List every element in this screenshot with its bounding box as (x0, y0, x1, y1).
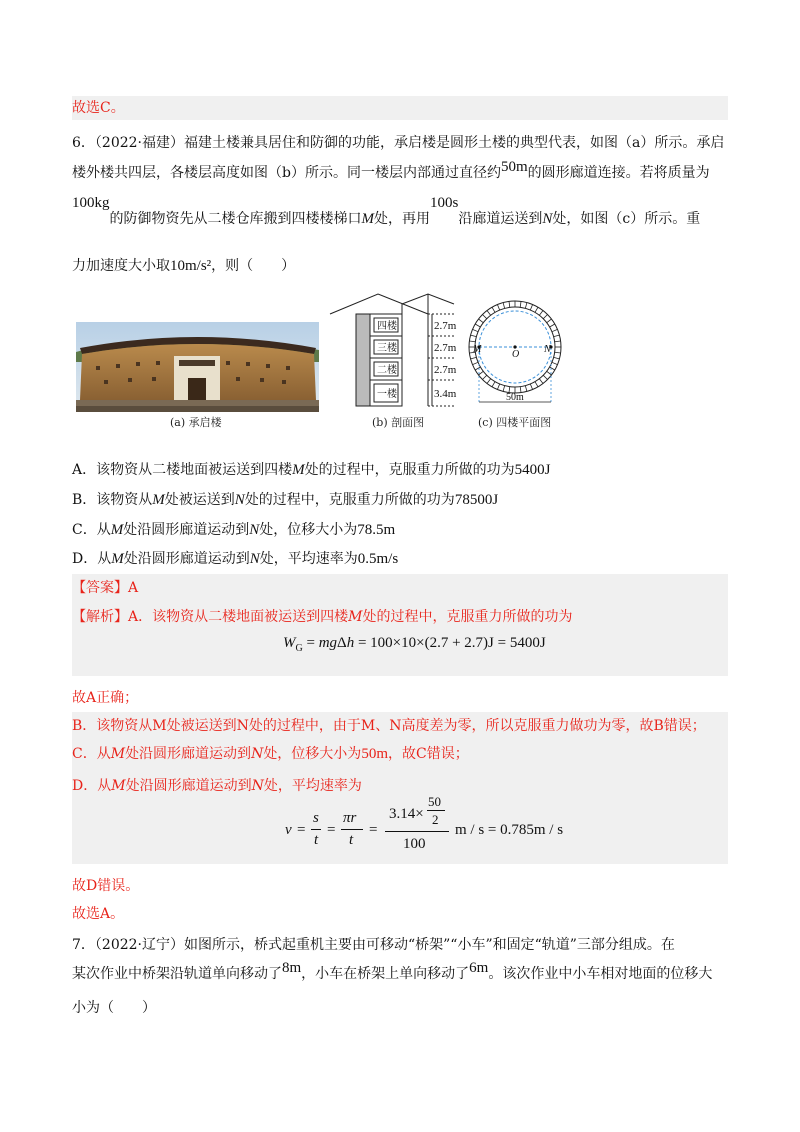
plan-ring-tick (552, 329, 558, 331)
q6-line2: 楼外楼共四层，各楼层高度如图（b）所示。同一楼层内部通过直径约50m的圆形廊道连接。若将质量为 (72, 159, 710, 181)
height-label-3: 2.7m (434, 342, 457, 354)
plan-ring-tick (482, 375, 486, 379)
section-diagram (328, 292, 468, 410)
plan-ring-tick (525, 386, 527, 392)
plan-ring-tick (471, 357, 477, 359)
plan-ring-tick (473, 329, 479, 331)
a-correct: 故A正确； (72, 690, 139, 706)
plan-label-m: M (473, 344, 482, 355)
height-label-2: 2.7m (434, 364, 457, 376)
plan-ring-tick (503, 303, 505, 309)
plan-label-o: O (512, 349, 520, 360)
plan-ring-tick (535, 382, 538, 387)
plan-ring-tick (497, 305, 499, 311)
floor-label-2: 二楼 (377, 365, 397, 376)
plan-ring-tick (487, 311, 491, 316)
plan-ring-tick (469, 341, 475, 342)
plan-ring-tick (555, 352, 561, 353)
plan-ring-tick (543, 314, 547, 318)
plan-ring-tick (555, 341, 561, 342)
plan-ring-tick (525, 303, 527, 309)
plan-ring-tick (520, 301, 521, 307)
caption-b: (b) 剖面图 (372, 416, 425, 429)
b-analysis: B．该物资从M处被运送到N处的过程中，由于M、N高度差为零，所以克服重力做功为零，故B错误； (72, 718, 706, 734)
plan-ring-tick (492, 382, 495, 387)
plan-ring-tick (475, 367, 480, 370)
plan-ring-tick (554, 357, 560, 359)
plan-ring-tick (475, 324, 480, 327)
floor-label-1: 一楼 (377, 389, 397, 400)
top-answer-box (72, 96, 728, 120)
caption-a: (a) 承启楼 (170, 416, 222, 429)
option-a: A．该物资从二楼地面被运送到四楼M处的过程中，克服重力所做的功为5400J (72, 462, 551, 478)
plan-label-n: N (544, 344, 551, 355)
q6-line3: 100kg的防御物资先从二楼仓库搬到四楼楼梯口M处，再用100s沿廊道运送到N处，如图（c）所示。重 (72, 195, 701, 227)
option-d: D．从M处沿圆形廊道运动到N处，平均速率为0.5m/s (72, 551, 399, 567)
plan-ring-tick (550, 367, 555, 370)
plan-ring-tick (503, 386, 505, 392)
plan-ring-tick (492, 307, 495, 312)
q6-line1: 6．（2022·福建）福建土楼兼具居住和防御的功能，承启楼是圆形土楼的典型代表，如图（a）所示。承启 (72, 135, 725, 151)
plan-ring-tick (539, 311, 543, 316)
caption-c: (c) 四楼平面图 (478, 416, 552, 429)
plan-ring-tick (547, 319, 552, 323)
plan-ring-tick (509, 301, 510, 307)
analysis-line: 【解析】A．该物资从二楼地面被运送到四楼M处的过程中，克服重力所做的功为 (72, 609, 573, 625)
plan-ring-tick (535, 307, 538, 312)
plan-ring-tick (497, 384, 499, 390)
c-analysis: C．从M处沿圆形廊道运动到N处，位移大小为50m，故C错误； (72, 746, 469, 762)
plan-ring-tick (554, 335, 560, 337)
plan-ring-tick (530, 384, 532, 390)
equation-work: $W_G = mg\Delta h = 100\times 10\times(2.7 + 2.7)J = 5400J$ (283, 635, 546, 654)
floor-label-3: 三楼 (377, 343, 397, 354)
plan-ring-tick (482, 314, 486, 318)
height-label-1: 3.4m (434, 388, 457, 400)
option-c: C．从M处沿圆形廊道运动到N处，位移大小为78.5m (72, 522, 396, 538)
q7-line1: 7．（2022·辽宁）如图所示，桥式起重机主要由可移动“桥架”“小车”和固定“轨道”三部分组成。在 (72, 937, 675, 953)
plan-diagram (462, 292, 568, 410)
q7-line3: 小为（ ） (72, 1000, 156, 1016)
option-b: B．该物资从M处被运送到N处的过程中，克服重力所做的功为78500J (72, 492, 499, 508)
answer-line: 【答案】A (72, 580, 139, 596)
plan-ring-tick (487, 379, 491, 384)
tulou-photo (76, 322, 319, 412)
final-answer: 故选A。 (72, 906, 125, 922)
q6-line4: 力加速度大小取10m/s²，则（ ） (72, 258, 296, 274)
top-answer: 故选C。 (72, 100, 125, 116)
plan-ring-tick (473, 362, 479, 364)
plan-ring-tick (550, 324, 555, 327)
plan-ring-tick (552, 362, 558, 364)
plan-ring-tick (479, 319, 484, 323)
plan-ring-tick (539, 379, 543, 384)
d-analysis: D．从M处沿圆形廊道运动到N处，平均速率为 (72, 778, 362, 794)
plan-ring-tick (543, 375, 547, 379)
d-wrong: 故D错误。 (72, 878, 140, 894)
q7-line2: 某次作业中桥架沿轨道单向移动了8m，小车在桥架上单向移动了6m。该次作业中小车相对地面的位移大 (72, 960, 713, 982)
floor-label-4: 四楼 (377, 321, 397, 332)
plan-ring-tick (530, 305, 532, 311)
height-label-4: 2.7m (434, 320, 457, 332)
plan-ring-tick (471, 335, 477, 337)
plan-diameter: 50m (506, 392, 524, 403)
